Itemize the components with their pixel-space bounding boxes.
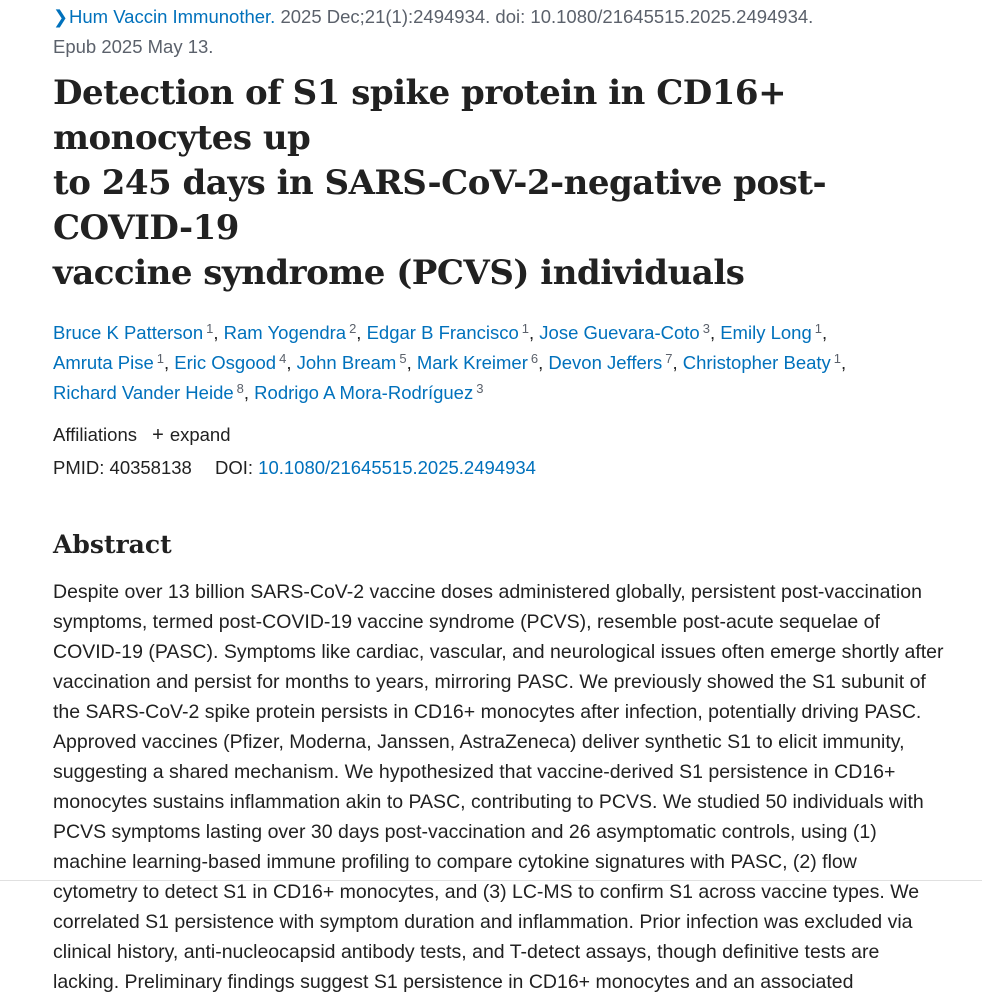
abstract-heading: Abstract — [53, 530, 172, 559]
abstract-line: symptoms, termed post-COVID-19 vaccine syndrome (PCVS), resemble post-acute sequelae of — [53, 611, 880, 633]
epub-date: Epub 2025 May 13. — [53, 36, 214, 57]
abstract-line: lacking. Preliminary findings suggest S1 persistence in CD16+ monocytes and an associated — [53, 971, 854, 993]
author-link[interactable]: Amruta Pise — [53, 352, 154, 373]
plus-icon: + — [152, 424, 164, 446]
author-link[interactable]: Emily Long — [720, 322, 812, 343]
affiliation-ref[interactable]: 3 — [476, 381, 484, 396]
article-page — [53, 0, 953, 997]
affiliation-ref[interactable]: 3 — [702, 321, 710, 336]
doi-link[interactable]: 10.1080/21645515.2025.2494934 — [258, 457, 536, 478]
expand-label: expand — [169, 424, 231, 445]
abstract-text — [53, 577, 953, 997]
affiliation-ref[interactable]: 6 — [530, 351, 539, 366]
pmid-value: 40358138 — [109, 457, 192, 478]
author-link[interactable]: Ram Yogendra — [223, 322, 347, 343]
abstract-line: COVID-19 (PASC). Symptoms like cardiac, vascular, and neurological issues often emerge shortly after — [53, 641, 944, 663]
title-line: Detection of S1 spike protein in CD16+ monocytes up — [53, 73, 787, 158]
affiliation-ref[interactable]: 7 — [665, 351, 673, 366]
abstract-line: vaccination and persist for months to years, mirroring PASC. We previously showed the S1 subunit of — [53, 671, 926, 693]
author-link[interactable]: Jose Guevara-Coto — [539, 322, 700, 343]
author-link[interactable]: Eric Osgood — [174, 352, 277, 373]
viewport-bottom-divider — [0, 880, 982, 881]
identifiers-row — [53, 453, 953, 483]
affiliation-ref[interactable]: 1 — [206, 321, 214, 336]
author-link[interactable]: John Bream — [296, 352, 397, 373]
abstract-line: machine learning-based immune profiling to compare cytokine signatures with PASC, (2) flow — [53, 851, 857, 873]
author-link[interactable]: Bruce K Patterson — [53, 322, 204, 343]
abstract-line: suggesting a shared mechanism. We hypothesized that vaccine-derived S1 persistence in CD16+ — [53, 761, 896, 783]
author-link[interactable]: Mark Kreimer — [416, 352, 528, 373]
author-link[interactable]: Christopher Beaty — [682, 352, 831, 373]
citation — [53, 2, 953, 61]
chevron-right-icon[interactable]: ❯ — [53, 7, 69, 27]
affiliations-expand-button[interactable] — [152, 424, 230, 445]
title-line: to 245 days in SARS-CoV-2-negative post-COVID-19 — [53, 163, 827, 248]
journal-link[interactable]: Hum Vaccin Immunother. — [69, 6, 276, 27]
abstract-line: correlated S1 persistence with symptom duration and inflammation. Prior infection was excluded via — [53, 911, 913, 933]
abstract-line: PCVS symptoms lasting over 30 days post-vaccination and 26 asymptomatic controls, using (1) — [53, 821, 877, 843]
article-title — [53, 71, 953, 296]
affiliations-row — [53, 420, 953, 450]
author-link[interactable]: Edgar B Francisco — [366, 322, 519, 343]
affiliation-ref[interactable]: 2 — [349, 321, 357, 336]
affiliation-ref[interactable]: 1 — [833, 351, 842, 366]
author-link[interactable]: Rodrigo A Mora-Rodríguez — [254, 382, 474, 403]
abstract-line: the SARS-CoV-2 spike protein persists in CD16+ monocytes after infection, potentially driving PASC. — [53, 701, 922, 723]
abstract-line: cytometry to detect S1 in CD16+ monocytes, and (3) LC-MS to confirm S1 across vaccine types. We — [53, 881, 920, 903]
affiliation-ref[interactable]: 1 — [521, 321, 529, 336]
affiliation-ref[interactable]: 1 — [156, 351, 164, 366]
affiliation-ref[interactable]: 8 — [236, 381, 244, 396]
affiliation-ref[interactable]: 5 — [399, 351, 407, 366]
affiliation-ref[interactable]: 4 — [279, 351, 287, 366]
title-line: vaccine syndrome (PCVS) individuals — [53, 253, 745, 293]
pmid-label: PMID: — [53, 457, 105, 478]
affiliations-label: Affiliations — [53, 424, 137, 445]
doi-label: DOI: — [214, 457, 254, 478]
author-link[interactable]: Richard Vander Heide — [53, 382, 234, 403]
abstract-line: Despite over 13 billion SARS-CoV-2 vaccine doses administered globally, persistent post-vaccination — [53, 581, 922, 603]
citation-details: 2025 Dec;21(1):2494934. doi: 10.1080/21645515.2025.2494934. — [275, 6, 814, 27]
abstract-line: monocytes sustains inflammation akin to PASC, contributing to PCVS. We studied 50 individuals with — [53, 791, 924, 813]
abstract-line: Approved vaccines (Pfizer, Moderna, Janssen, AstraZeneca) deliver synthetic S1 to elicit immunity, — [53, 731, 905, 753]
author-link[interactable]: Devon Jeffers — [548, 352, 663, 373]
abstract-line: clinical history, anti-nucleocapsid antibody tests, and T-detect assays, though definitive tests are — [53, 941, 880, 963]
affiliation-ref[interactable]: 1 — [814, 321, 822, 336]
author-list: Bruce K Patterson $^1$, Ram Yogendra $^2$, Edgar B Francisco $^1$, Jose Guevara-Coto $^3$, Emily Long $^1$, Amruta Pise $^1$, Eric Osgood $^4$, John Bream $^5$, Mark Kreimer $^6$, Devon Jeffers $^7$, Christopher Beaty $^1$, Richard Vander Heide $^8$, Rodrigo A Mora-Rodríguez $^3$ — [53, 321, 847, 403]
